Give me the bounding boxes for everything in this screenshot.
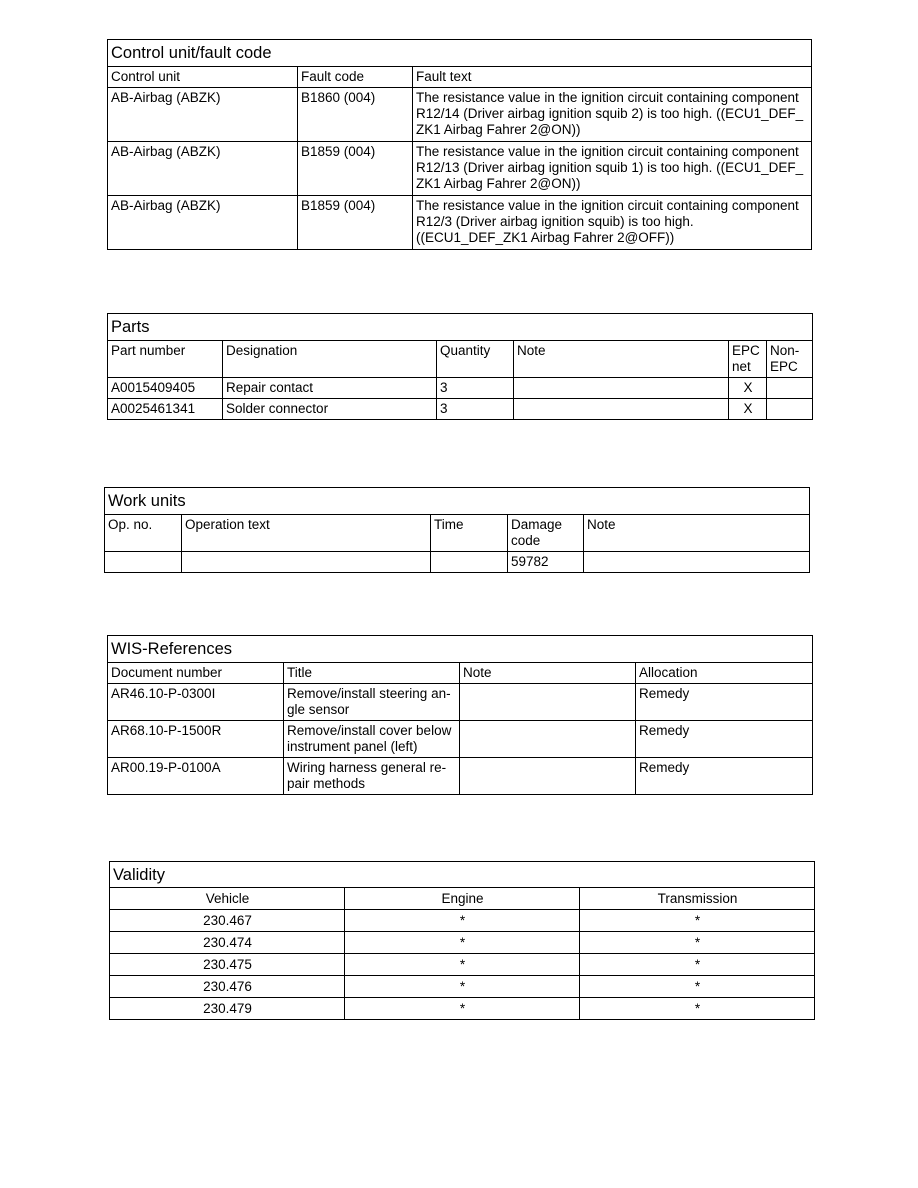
table-header-row <box>108 663 813 684</box>
validity-table <box>109 861 815 1020</box>
designation-cell: Repair contact <box>223 378 437 399</box>
control-unit-cell: AB-Airbag (ABZK) <box>108 88 298 142</box>
document-number-cell: AR00.19-P-0100A <box>108 758 284 795</box>
vehicle-cell: 230.475 <box>110 954 345 976</box>
column-header: Fault text <box>413 67 812 88</box>
column-header: Fault code <box>298 67 413 88</box>
document-title-link[interactable]: Wiring harness general re- pair methods <box>284 758 460 795</box>
column-header: Note <box>460 663 636 684</box>
table-row <box>110 954 815 976</box>
note-cell <box>514 378 729 399</box>
transmission-cell: * <box>580 932 815 954</box>
vehicle-cell: 230.479 <box>110 998 345 1020</box>
table-row <box>108 721 813 758</box>
table-header-row <box>108 341 813 378</box>
note-cell <box>460 758 636 795</box>
fault-code-cell: B1859 (004) <box>298 196 413 250</box>
op-no-cell <box>105 552 182 573</box>
table-row <box>110 932 815 954</box>
column-header: Quantity <box>437 341 514 378</box>
wis-references-table-title: WIS-References <box>108 636 813 663</box>
column-header: Operation text <box>182 515 431 552</box>
transmission-cell: * <box>580 998 815 1020</box>
transmission-cell: * <box>580 954 815 976</box>
table-row <box>108 142 812 196</box>
damage-code-cell: 59782 <box>508 552 584 573</box>
table-row <box>108 378 813 399</box>
column-header: Damage code <box>508 515 584 552</box>
wis-references-table <box>107 635 813 795</box>
column-header: Time <box>431 515 508 552</box>
column-header: Document number <box>108 663 284 684</box>
allocation-cell: Remedy <box>636 684 813 721</box>
work-units-table <box>104 487 810 573</box>
part-number-cell: A0025461341 <box>108 399 223 420</box>
validity-table-title: Validity <box>110 862 815 888</box>
operation-text-cell <box>182 552 431 573</box>
column-header: Engine <box>345 888 580 910</box>
column-header: Note <box>514 341 729 378</box>
column-header: Vehicle <box>110 888 345 910</box>
fault-text-cell: The resistance value in the ignition circuit containing component R12/13 (Driver airbag ignition squib 1) is too high. ((ECU1_DEF_ ZK1 Airbag Fahrer 2@ON)) <box>413 142 812 196</box>
control-unit-cell: AB-Airbag (ABZK) <box>108 196 298 250</box>
designation-cell: Solder connector <box>223 399 437 420</box>
table-row <box>110 910 815 932</box>
table-header-row <box>110 888 815 910</box>
epc-net-cell: X <box>729 399 767 420</box>
part-number-cell: A0015409405 <box>108 378 223 399</box>
vehicle-cell: 230.476 <box>110 976 345 998</box>
vehicle-cell: 230.467 <box>110 910 345 932</box>
fault-text-cell: The resistance value in the ignition circuit containing component R12/14 (Driver airbag ignition squib 2) is too high. ((ECU1_DEF_ ZK1 Airbag Fahrer 2@ON)) <box>413 88 812 142</box>
document-title-link[interactable]: Remove/install steering an- gle sensor <box>284 684 460 721</box>
work-units-table-title: Work units <box>105 488 810 515</box>
table-header-row <box>105 515 810 552</box>
note-cell <box>584 552 810 573</box>
table-row <box>108 88 812 142</box>
column-header: Allocation <box>636 663 813 684</box>
epc-net-cell: X <box>729 378 767 399</box>
table-row <box>108 196 812 250</box>
note-cell <box>460 684 636 721</box>
note-cell <box>460 721 636 758</box>
fault-code-cell: B1860 (004) <box>298 88 413 142</box>
column-header: Non-EPC <box>767 341 813 378</box>
column-header: Title <box>284 663 460 684</box>
fault-text-cell: The resistance value in the ignition circuit containing component R12/3 (Driver airbag ignition squib) is too high. ((ECU1_DEF_ZK1 Airbag Fahrer 2@OFF)) <box>413 196 812 250</box>
engine-cell: * <box>345 954 580 976</box>
engine-cell: * <box>345 998 580 1020</box>
fault-code-cell: B1859 (004) <box>298 142 413 196</box>
document-title-link[interactable]: Remove/install cover below instrument panel (left) <box>284 721 460 758</box>
document-number-cell: AR68.10-P-1500R <box>108 721 284 758</box>
column-header: Transmission <box>580 888 815 910</box>
table-row <box>105 552 810 573</box>
column-header: Part number <box>108 341 223 378</box>
column-header: EPC net <box>729 341 767 378</box>
engine-cell: * <box>345 932 580 954</box>
transmission-cell: * <box>580 976 815 998</box>
parts-table-title: Parts <box>108 314 813 341</box>
transmission-cell: * <box>580 910 815 932</box>
non-epc-cell <box>767 399 813 420</box>
table-row <box>110 976 815 998</box>
vehicle-cell: 230.474 <box>110 932 345 954</box>
column-header: Designation <box>223 341 437 378</box>
non-epc-cell <box>767 378 813 399</box>
column-header: Op. no. <box>105 515 182 552</box>
table-row <box>108 684 813 721</box>
column-header: Note <box>584 515 810 552</box>
table-row <box>108 399 813 420</box>
fault-code-table <box>107 39 812 250</box>
table-row <box>110 998 815 1020</box>
allocation-cell: Remedy <box>636 758 813 795</box>
fault-code-table-title: Control unit/fault code <box>108 40 812 67</box>
control-unit-cell: AB-Airbag (ABZK) <box>108 142 298 196</box>
allocation-cell: Remedy <box>636 721 813 758</box>
time-cell <box>431 552 508 573</box>
engine-cell: * <box>345 910 580 932</box>
parts-table <box>107 313 813 420</box>
note-cell <box>514 399 729 420</box>
quantity-cell: 3 <box>437 378 514 399</box>
column-header: Control unit <box>108 67 298 88</box>
engine-cell: * <box>345 976 580 998</box>
table-header-row <box>108 67 812 88</box>
table-row <box>108 758 813 795</box>
quantity-cell: 3 <box>437 399 514 420</box>
document-number-cell: AR46.10-P-0300I <box>108 684 284 721</box>
